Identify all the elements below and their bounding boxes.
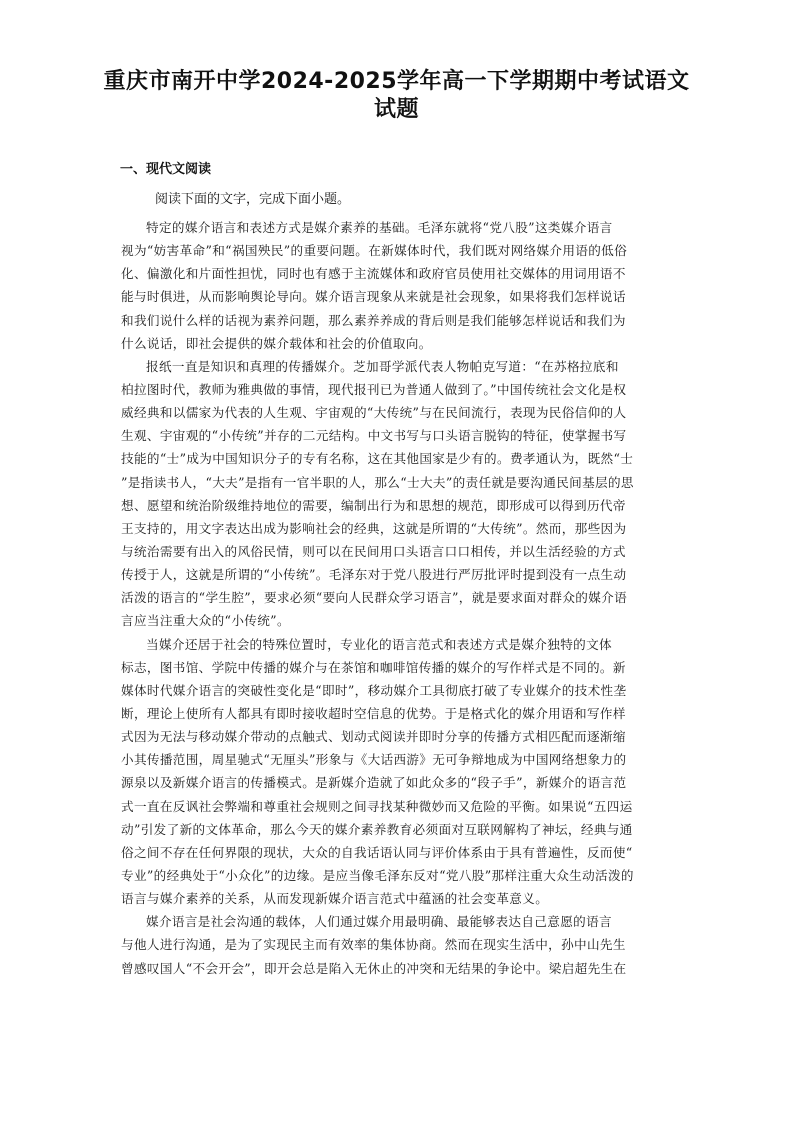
passage-line: 俗之间不存在任何界限的现状，大众的自我话语认同与评价体系由于具有普遍性，反而使“: [121, 844, 633, 860]
passage-line: 小其传播范围，周星驰式“无厘头”形象与《大话西游》无可争辩地成为中国网络想象力的: [121, 752, 627, 768]
passage-line: 专业”的经典处于“小众化”的边缘。是应当像毛泽东反对“党八股”那样注重大众生动活泼的: [121, 867, 634, 883]
passage-line: 报纸一直是知识和真理的传播媒介。芝加哥学派代表人物帕克写道：“在苏格拉底和: [146, 358, 619, 374]
document-title-line-2: 试题: [373, 97, 419, 122]
passage-line: 源泉以及新媒介语言的传播模式。是新媒介造就了如此众多的“段子手”，新媒介的语言范: [121, 775, 627, 791]
passage-line: 王支持的，用文字表达出成为影响社会的经典，这就是所谓的“大传统”。然而，那些因为: [121, 520, 627, 536]
passage-line: 和我们说什么样的话视为素养问题，那么素养养成的背后则是我们能够怎样说话和我们为: [121, 312, 626, 328]
passage-line: 柏拉图时代，教师为雅典做的事情，现代报刊已为普通人做到了。”中国传统社会文化是权: [121, 381, 627, 397]
passage-line: 动”引发了新的文体革命，那么今天的媒介素养教育必须面对互联网解构了神坛，经典与通: [121, 821, 633, 837]
passage-line: 断，理论上使所有人都具有即时接收超时空信息的优势。于是格式化的媒介用语和写作样: [121, 705, 626, 721]
passage-line: 语言与媒介素养的关系，从而发现新媒介语言范式中蕴涵的社会变革意义。: [121, 891, 549, 907]
document-title-line-1: 重庆市南开中学2024-2025学年高一下学期期中考试语文: [103, 69, 690, 94]
passage-line: 与统治需要有出入的风俗民情，则可以在民间用口头语言口口相传，并以生活经验的方式: [121, 543, 626, 559]
passage-line: 活泼的语言的“学生腔”，要求必须“要向人民群众学习语言”，就是要求面对群众的媒介语: [121, 590, 628, 606]
reading-instruction: 阅读下面的文字，完成下面小题。: [155, 192, 351, 207]
section-heading: 一、现代文阅读: [120, 162, 212, 177]
passage-line: 式因为无法与移动媒介带动的点触式、划动式阅读并即时分享的传播方式相匹配而逐渐缩: [121, 729, 626, 745]
passage-line: 言应当注重大众的“小传统”。: [121, 613, 290, 629]
passage-line: 特定的媒介语言和表述方式是媒介素养的基础。毛泽东就将“党八股”这类媒介语言: [146, 220, 613, 235]
passage-line: 什么说话，即社会提供的媒介载体和社会的价值取向。: [121, 335, 432, 351]
passage-line: 能与时俱进，从而影响舆论导向。媒介语言现象从来就是社会现象，如果将我们怎样说话: [121, 289, 626, 305]
passage-line: 当媒介还居于社会的特殊位置时，专业化的语言范式和表述方式是媒介独特的文体: [146, 636, 612, 652]
passage-line: ”是指读书人，“大夫”是指有一官半职的人，那么“士大夫”的责任就是要沟通民间基层的思: [121, 474, 634, 490]
passage-line: 式一直在反讽社会弊端和尊重社会规则之间寻找某种微妙而又危险的平衡。如果说“五四运: [121, 798, 633, 814]
passage-line: 传授于人，这就是所谓的“小传统”。毛泽东对于党八股进行严厉批评时提到没有一点生动: [121, 567, 627, 583]
passage-line: 生观、宇宙观的“小传统”并存的二元结构。中文书写与口头语言脱钩的特征，使掌握书写: [121, 428, 627, 444]
passage-line: 媒介语言是社会沟通的载体，人们通过媒介用最明确、最能够表达自己意愿的语言: [146, 914, 612, 930]
passage-line: 技能的“士”成为中国知识分子的专有名称，这在其他国家是少有的。费孝通认为，既然“士: [121, 451, 634, 467]
passage-line: 化、偏激化和片面性担忧，同时也有感于主流媒体和政府官员使用社交媒体的用词用语不: [121, 266, 626, 282]
passage-line: 想、愿望和统治阶级维持地位的需要，编制出行为和思想的规范，即形成可以得到历代帝: [121, 497, 626, 513]
passage-line: 曾感叹国人“不会开会”，即开会总是陷入无休止的冲突和无结果的争论中。梁启超先生在: [121, 960, 627, 976]
passage-line: 威经典和以儒家为代表的人生观、宇宙观的“大传统”与在民间流行，表现为民俗信仰的人: [121, 405, 627, 421]
passage-line: 与他人进行沟通，是为了实现民主而有效率的集体协商。然而在现实生活中，孙中山先生: [121, 937, 626, 953]
passage-line: 媒体时代媒介语言的突破性变化是“即时”，移动媒介工具彻底打破了专业媒介的技术性垄: [121, 682, 627, 698]
passage-line: 标志，图书馆、学院中传播的媒介与在茶馆和咖啡馆传播的媒介的写作样式是不同的。新: [121, 659, 626, 675]
passage-line: 视为“妨害革命”和“祸国殃民”的重要问题。在新媒体时代，我们既对网络媒介用语的低俗: [121, 243, 628, 259]
passage-body: [121, 216, 665, 980]
